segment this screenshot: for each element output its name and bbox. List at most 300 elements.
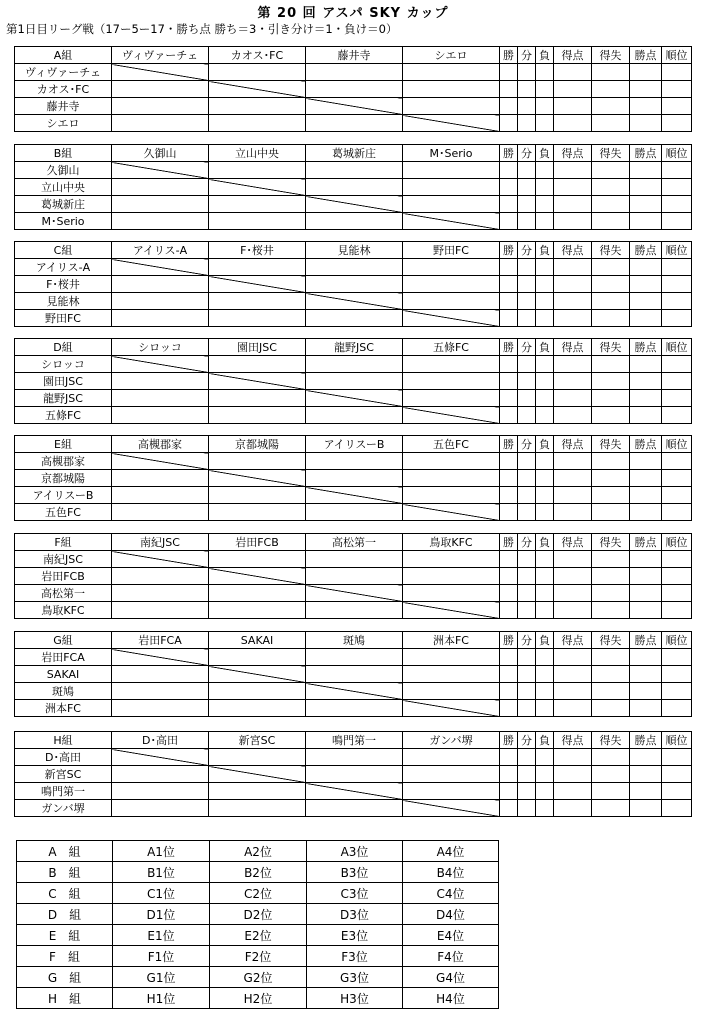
stat-cell [554,504,592,521]
match-result-cell [112,179,209,196]
stat-header: 勝 [500,242,518,259]
stat-cell [662,81,692,98]
summary-group-label: E 組 [17,925,113,946]
stat-cell [500,310,518,327]
self-match-cell [306,196,403,213]
stat-cell [554,585,592,602]
match-result-cell [112,568,209,585]
summary-rank-cell: F1位 [113,946,210,967]
stat-header: 得失 [592,339,630,356]
stat-cell [554,470,592,487]
stat-cell [662,585,692,602]
stat-header: 順位 [662,632,692,649]
stat-cell [518,700,536,717]
team-name: 洲本FC [15,700,112,717]
stat-cell [630,98,662,115]
team-row [15,470,692,487]
stat-header: 負 [536,436,554,453]
stat-cell [630,162,662,179]
self-match-cell [403,700,500,717]
self-match-cell [209,373,306,390]
team-row [15,259,692,276]
match-result-cell [306,81,403,98]
stat-cell [592,602,630,619]
team-row [15,213,692,230]
team-row [15,585,692,602]
stat-cell [500,98,518,115]
stat-header: 得失 [592,436,630,453]
stat-header: 順位 [662,436,692,453]
match-result-cell [306,310,403,327]
stat-header: 得点 [554,47,592,64]
match-result-cell [403,373,500,390]
summary-rank-cell: D4位 [403,904,499,925]
summary-rank-cell: H2位 [210,988,307,1009]
stat-cell [536,470,554,487]
stat-cell [500,196,518,213]
stat-cell [518,356,536,373]
stat-header: 順位 [662,339,692,356]
stat-cell [536,568,554,585]
self-match-cell [209,276,306,293]
team-name: ヴィヴァーチェ [15,64,112,81]
match-result-cell [306,162,403,179]
stat-cell [630,800,662,817]
stat-cell [662,98,692,115]
stat-cell [536,162,554,179]
match-result-cell [112,487,209,504]
match-result-cell [209,115,306,132]
summary-rank-cell: B2位 [210,862,307,883]
stat-cell [630,666,662,683]
stat-cell [536,276,554,293]
stat-cell [630,179,662,196]
stat-cell [554,64,592,81]
group-name: F組 [15,534,112,551]
stat-cell [662,373,692,390]
stat-cell [500,602,518,619]
stat-header: 勝点 [630,242,662,259]
team-row [15,373,692,390]
stat-cell [536,749,554,766]
match-result-cell [209,749,306,766]
stat-cell [662,700,692,717]
team-row [15,783,692,800]
stat-cell [554,213,592,230]
team-row [15,356,692,373]
match-result-cell [209,700,306,717]
match-result-cell [403,293,500,310]
stat-cell [554,800,592,817]
stat-cell [500,407,518,424]
stat-cell [554,81,592,98]
match-result-cell [209,310,306,327]
self-match-cell [112,649,209,666]
team-name: 五色FC [15,504,112,521]
match-result-cell [306,213,403,230]
stat-header: 勝点 [630,339,662,356]
self-match-cell [306,390,403,407]
stat-cell [518,585,536,602]
stat-cell [662,293,692,310]
stat-header: 得失 [592,534,630,551]
stat-cell [662,390,692,407]
match-result-cell [403,453,500,470]
stat-header: 分 [518,47,536,64]
match-result-cell [306,766,403,783]
summary-rank-cell: G2位 [210,967,307,988]
stat-cell [554,407,592,424]
self-match-cell [112,64,209,81]
stat-header: 分 [518,732,536,749]
opponent-header: アイリス-A [112,242,209,259]
stat-cell [592,487,630,504]
stat-header: 得点 [554,339,592,356]
opponent-header: 南紀JSC [112,534,209,551]
stat-header: 分 [518,632,536,649]
team-name: 南紀JSC [15,551,112,568]
stat-cell [592,213,630,230]
stat-cell [662,568,692,585]
match-result-cell [209,162,306,179]
stat-cell [662,356,692,373]
match-result-cell [403,390,500,407]
self-match-cell [403,407,500,424]
stat-header: 勝 [500,47,518,64]
stat-cell [630,585,662,602]
match-result-cell [306,407,403,424]
summary-row [17,862,499,883]
match-result-cell [306,666,403,683]
stat-header: 得失 [592,47,630,64]
self-match-cell [403,504,500,521]
summary-rank-cell: D1位 [113,904,210,925]
stat-cell [518,504,536,521]
stat-cell [554,293,592,310]
team-row [15,162,692,179]
stat-cell [536,453,554,470]
stat-cell [500,504,518,521]
match-result-cell [209,487,306,504]
match-result-cell [403,783,500,800]
stat-cell [662,276,692,293]
team-row [15,390,692,407]
match-result-cell [209,196,306,213]
summary-group-label: H 組 [17,988,113,1009]
stat-cell [630,293,662,310]
summary-rank-cell: F4位 [403,946,499,967]
team-row [15,602,692,619]
stat-cell [554,487,592,504]
stat-cell [554,749,592,766]
team-name: 高松第一 [15,585,112,602]
match-result-cell [403,196,500,213]
stat-header: 勝 [500,339,518,356]
stat-header: 分 [518,339,536,356]
match-result-cell [403,666,500,683]
stat-cell [554,783,592,800]
match-result-cell [403,585,500,602]
stat-cell [554,373,592,390]
stat-cell [630,196,662,213]
stat-cell [630,64,662,81]
summary-rank-cell: C3位 [307,883,403,904]
stat-cell [518,213,536,230]
team-name: 龍野JSC [15,390,112,407]
opponent-header: F･桜井 [209,242,306,259]
match-result-cell [403,276,500,293]
team-name: 見能林 [15,293,112,310]
stat-cell [630,115,662,132]
summary-rank-cell: G4位 [403,967,499,988]
self-match-cell [403,602,500,619]
stat-cell [536,551,554,568]
team-name: 野田FC [15,310,112,327]
stat-cell [630,568,662,585]
match-result-cell [403,649,500,666]
opponent-header: シエロ [403,47,500,64]
stat-cell [536,700,554,717]
stat-header: 分 [518,436,536,453]
stat-cell [554,98,592,115]
team-row [15,115,692,132]
stat-header: 勝点 [630,732,662,749]
match-result-cell [112,683,209,700]
match-result-cell [209,259,306,276]
stat-header: 負 [536,732,554,749]
stat-header: 勝 [500,632,518,649]
stat-cell [630,453,662,470]
self-match-cell [112,356,209,373]
stat-cell [592,504,630,521]
summary-rank-cell: H4位 [403,988,499,1009]
league-table-group-2 [14,144,692,230]
summary-rank-cell: E2位 [210,925,307,946]
match-result-cell [306,749,403,766]
opponent-header: ヴィヴァーチェ [112,47,209,64]
stat-cell [536,487,554,504]
stat-cell [500,551,518,568]
team-row [15,293,692,310]
match-result-cell [403,259,500,276]
team-name: 岩田FCB [15,568,112,585]
team-name: M･Serio [15,213,112,230]
stat-cell [592,700,630,717]
stat-cell [630,310,662,327]
opponent-header: 見能林 [306,242,403,259]
team-name: D･高田 [15,749,112,766]
stat-cell [518,649,536,666]
stat-cell [518,749,536,766]
stat-cell [536,373,554,390]
stat-cell [518,683,536,700]
stat-cell [662,551,692,568]
stat-cell [662,504,692,521]
stat-cell [662,470,692,487]
team-row [15,700,692,717]
match-result-cell [209,649,306,666]
summary-rank-cell: B4位 [403,862,499,883]
stat-cell [500,453,518,470]
stat-cell [554,666,592,683]
team-row [15,64,692,81]
stat-cell [500,700,518,717]
match-result-cell [403,64,500,81]
self-match-cell [209,666,306,683]
match-result-cell [403,470,500,487]
stat-cell [536,783,554,800]
summary-rank-cell: H3位 [307,988,403,1009]
match-result-cell [209,800,306,817]
stat-cell [662,749,692,766]
league-table-group-4 [14,338,692,424]
match-result-cell [112,700,209,717]
stat-cell [518,179,536,196]
stat-cell [592,766,630,783]
stat-header: 勝 [500,436,518,453]
summary-rank-cell: A4位 [403,841,499,862]
match-result-cell [403,766,500,783]
group-name: E組 [15,436,112,453]
opponent-header: 龍野JSC [306,339,403,356]
match-result-cell [112,196,209,213]
stat-cell [592,568,630,585]
stat-header: 分 [518,242,536,259]
summary-group-label: C 組 [17,883,113,904]
stat-cell [592,585,630,602]
stat-cell [662,683,692,700]
summary-row [17,883,499,904]
stat-cell [592,115,630,132]
stat-cell [630,470,662,487]
stat-cell [518,115,536,132]
team-row [15,749,692,766]
summary-row [17,925,499,946]
match-result-cell [112,470,209,487]
stat-cell [592,64,630,81]
self-match-cell [209,179,306,196]
summary-row [17,946,499,967]
stat-cell [630,390,662,407]
team-row [15,666,692,683]
summary-rank-cell: G3位 [307,967,403,988]
match-result-cell [306,64,403,81]
stat-cell [592,356,630,373]
match-result-cell [306,700,403,717]
stat-cell [500,390,518,407]
stat-cell [536,683,554,700]
stat-cell [662,766,692,783]
summary-rank-cell: B3位 [307,862,403,883]
summary-group-label: A 組 [17,841,113,862]
stat-cell [592,81,630,98]
match-result-cell [306,356,403,373]
stat-cell [518,666,536,683]
match-result-cell [112,666,209,683]
team-row [15,504,692,521]
opponent-header: アイリスーB [306,436,403,453]
stat-cell [554,568,592,585]
summary-group-label: B 組 [17,862,113,883]
match-result-cell [209,504,306,521]
self-match-cell [403,115,500,132]
stat-cell [592,551,630,568]
stat-cell [500,293,518,310]
stat-cell [536,293,554,310]
team-row [15,407,692,424]
match-result-cell [112,407,209,424]
stat-cell [500,179,518,196]
group-name: D組 [15,339,112,356]
stat-cell [518,310,536,327]
opponent-header: SAKAI [209,632,306,649]
stat-cell [536,800,554,817]
stat-cell [554,649,592,666]
match-result-cell [403,749,500,766]
stat-cell [518,98,536,115]
opponent-header: 斑鳩 [306,632,403,649]
stat-header: 得失 [592,145,630,162]
stat-cell [518,551,536,568]
match-result-cell [112,98,209,115]
stat-cell [554,602,592,619]
stat-cell [536,98,554,115]
stat-cell [662,196,692,213]
stat-cell [662,800,692,817]
match-result-cell [209,551,306,568]
stat-cell [536,310,554,327]
team-row [15,568,692,585]
stat-cell [630,407,662,424]
stat-cell [536,504,554,521]
stat-header: 負 [536,47,554,64]
stat-header: 負 [536,632,554,649]
opponent-header: 高松第一 [306,534,403,551]
stat-cell [536,64,554,81]
stat-cell [500,276,518,293]
stat-cell [518,487,536,504]
opponent-header: 藤井寺 [306,47,403,64]
team-name: 京都城陽 [15,470,112,487]
stat-cell [592,196,630,213]
team-name: アイリス-A [15,259,112,276]
match-result-cell [209,585,306,602]
stat-cell [518,800,536,817]
opponent-header: 野田FC [403,242,500,259]
summary-row [17,967,499,988]
self-match-cell [306,487,403,504]
team-name: 藤井寺 [15,98,112,115]
match-result-cell [403,179,500,196]
stat-cell [630,700,662,717]
stat-cell [500,585,518,602]
stat-header: 勝点 [630,47,662,64]
stat-cell [536,213,554,230]
self-match-cell [112,551,209,568]
summary-rank-cell: C4位 [403,883,499,904]
stat-cell [536,179,554,196]
stat-cell [592,683,630,700]
stat-header: 勝 [500,534,518,551]
opponent-header: 五條FC [403,339,500,356]
opponent-header: 新宮SC [209,732,306,749]
stat-cell [536,115,554,132]
team-name: シロッコ [15,356,112,373]
stat-cell [630,551,662,568]
stat-cell [592,276,630,293]
self-match-cell [306,293,403,310]
opponent-header: 立山中央 [209,145,306,162]
